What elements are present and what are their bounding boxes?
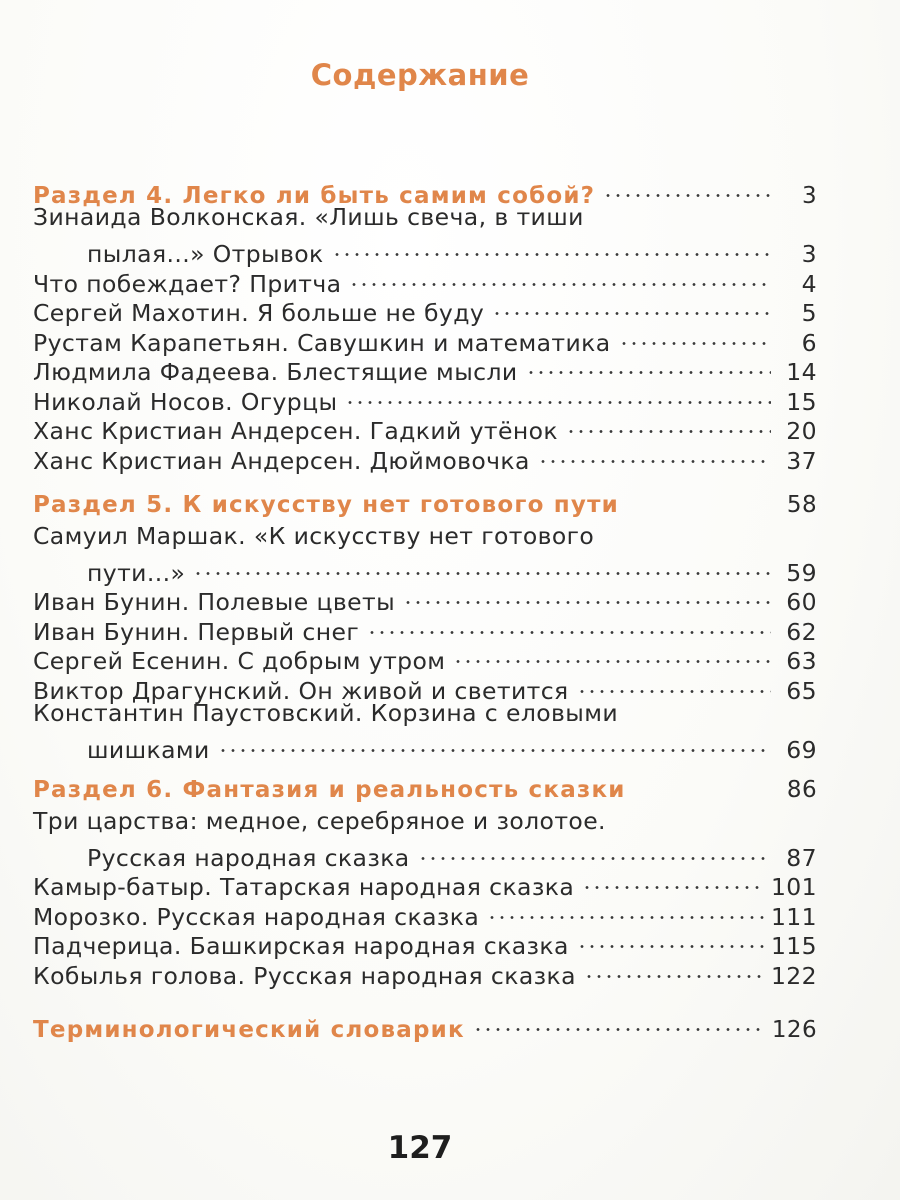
- entry-title: Самуил Маршак. «К искусству нет готового: [33, 521, 595, 550]
- entry-title: Сергей Есенин. С добрым утром: [33, 647, 446, 675]
- entry-title: Константин Паустовский. Корзина с еловыми: [33, 698, 619, 727]
- page-ref: 87: [786, 843, 817, 872]
- page-ref: 59: [786, 558, 817, 587]
- entry-title: Иван Бунин. Полевые цветы: [33, 588, 396, 616]
- entry-title: Что побеждает? Притча: [33, 269, 342, 298]
- entry-title: Людмила Фадеева. Блестящие мысли: [33, 358, 518, 386]
- page-ref: 86: [786, 776, 817, 803]
- dot-leader: [603, 170, 771, 203]
- page-ref: 5: [801, 299, 817, 327]
- page-ref: 3: [801, 183, 817, 209]
- entry-title: Ханс Кристиан Андерсен. Гадкий утёнок: [33, 417, 558, 445]
- dot-leader: [418, 836, 771, 866]
- dot-leader: [349, 262, 771, 292]
- dot-leader: [577, 669, 771, 699]
- page-ref: 15: [786, 387, 817, 416]
- dot-leader: [453, 640, 771, 670]
- page-ref: 126: [771, 1016, 817, 1043]
- entry-title: Падчерица. Башкирская народная сказка: [33, 932, 569, 960]
- dot-leader: [538, 439, 771, 469]
- toc-glossary-heading: [33, 1004, 817, 1043]
- page-ref: 6: [801, 328, 817, 357]
- section-title: Раздел 5. К искусству нет готового пути: [33, 491, 619, 518]
- page-ref: 101: [770, 873, 817, 901]
- dot-leader: [487, 895, 765, 925]
- toc-entry: [33, 551, 817, 587]
- entry-title: Рустам Карапетьян. Савушкин и математика: [33, 328, 611, 357]
- dot-leader: [332, 233, 771, 263]
- page-ref: 20: [786, 417, 817, 445]
- section-title: Раздел 4. Легко ли быть самим собой?: [33, 183, 596, 209]
- dot-leader: [619, 321, 771, 351]
- page-ref: 62: [786, 617, 817, 646]
- entry-title: Сергей Махотин. Я больше не буду: [33, 299, 485, 327]
- page-ref: 14: [786, 358, 817, 386]
- dot-leader: [584, 954, 765, 984]
- toc-entry: [33, 728, 817, 764]
- page-ref: 63: [786, 647, 817, 675]
- dot-leader: [566, 410, 771, 440]
- entry-title: Николай Носов. Огурцы: [33, 387, 338, 416]
- entry-title: Иван Бунин. Первый снег: [33, 617, 360, 646]
- page-title: Содержание: [310, 58, 530, 92]
- dot-leader: [345, 380, 771, 410]
- entry-title: Камыр-батыр. Татарская народная сказка: [33, 873, 575, 901]
- entry-title: Три царства: медное, серебряное и золотое.: [33, 806, 606, 835]
- entry-title: Русская народная сказка: [87, 843, 410, 872]
- toc-entry: [33, 233, 817, 268]
- dot-leader: [492, 292, 771, 322]
- toc-section-heading: [33, 774, 817, 807]
- dot-leader: [367, 610, 771, 640]
- toc-section-heading: [33, 489, 817, 522]
- entry-title: шишками: [87, 735, 210, 764]
- dot-leader: [193, 551, 771, 581]
- entry-title: Морозко. Русская народная сказка: [33, 902, 480, 931]
- entry-title: Виктор Драгунский. Он живой и светится: [33, 676, 569, 705]
- dot-leader: [526, 351, 771, 381]
- page-ref: 65: [786, 676, 817, 705]
- entry-title: Кобылья голова. Русская народная сказка: [33, 961, 576, 990]
- section-title: Раздел 6. Фантазия и реальность сказки: [33, 776, 626, 803]
- dot-leader: [403, 581, 771, 611]
- entry-title: Зинаида Волконская. «Лишь свеча, в тиши: [33, 203, 584, 231]
- page-ref: 37: [786, 446, 817, 475]
- dot-leader: [473, 1004, 766, 1037]
- toc-entry-line: [33, 203, 817, 233]
- dot-leader: [577, 925, 765, 955]
- page-ref: 3: [801, 240, 817, 268]
- toc-entry: [33, 836, 817, 872]
- page-ref: 4: [801, 269, 817, 298]
- page-ref: 111: [770, 902, 817, 931]
- page-ref: 60: [786, 588, 817, 616]
- page-number: 127: [387, 1130, 453, 1166]
- toc-section-heading: [33, 170, 817, 209]
- entry-title: Ханс Кристиан Андерсен. Дюймовочка: [33, 446, 530, 475]
- glossary-title: Терминологический словарик: [33, 1016, 465, 1043]
- page-ref: 58: [786, 491, 817, 518]
- dot-leader: [218, 728, 771, 758]
- toc-entry-line: [33, 699, 817, 729]
- toc-entry-line: [33, 807, 817, 837]
- dot-leader: [582, 866, 765, 896]
- entry-title: пути...»: [87, 558, 186, 587]
- page-ref: 115: [770, 932, 817, 960]
- page-ref: 122: [770, 961, 817, 990]
- toc-entry-line: [33, 522, 817, 552]
- page-ref: 69: [786, 735, 817, 764]
- table-of-contents: [33, 170, 817, 1043]
- entry-title: пылая...» Отрывок: [87, 240, 324, 268]
